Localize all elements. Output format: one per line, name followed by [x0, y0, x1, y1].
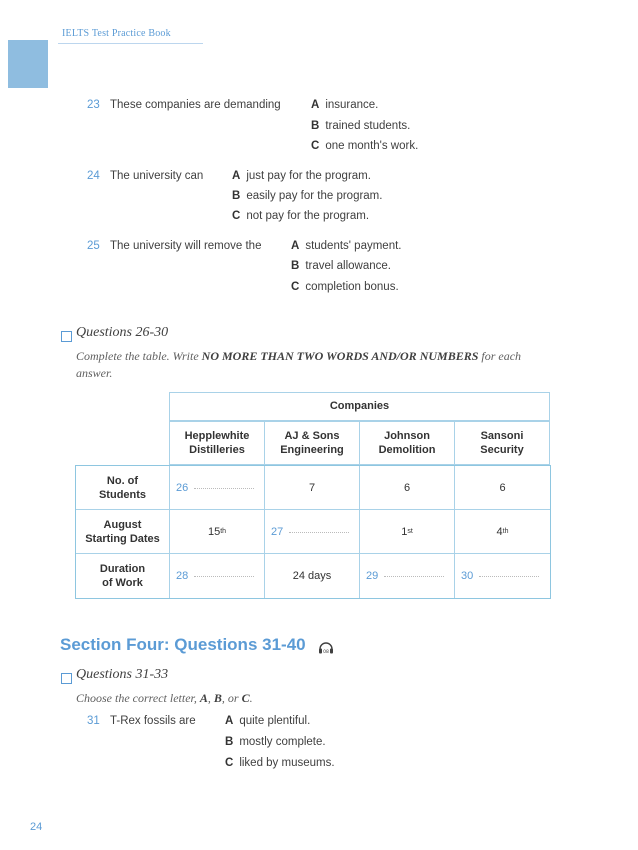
option-31-c[interactable]: C liked by museums.	[225, 757, 335, 769]
header-divider	[58, 43, 203, 44]
headphones-icon[interactable]	[318, 640, 334, 654]
checkbox-icon	[61, 331, 72, 342]
answer-blank-30[interactable]: 30	[454, 553, 551, 599]
companies-header: Companies	[169, 392, 550, 421]
question-number: 31	[87, 715, 100, 727]
question-23	[87, 99, 281, 111]
answer-blank-29[interactable]: 29	[359, 553, 455, 599]
question-stem: T-Rex fossils are	[110, 715, 196, 727]
option-25-b[interactable]: B travel allowance.	[291, 260, 391, 272]
option-23-a[interactable]: A insurance.	[311, 99, 379, 111]
table-cell: 4 th	[454, 509, 551, 554]
table-cell: 15 th	[169, 509, 265, 554]
question-stem: These companies are demanding	[110, 99, 281, 111]
instructions-31-33: Choose the correct letter, A, B, or C.	[76, 691, 253, 705]
option-31-b[interactable]: B mostly complete.	[225, 736, 326, 748]
option-25-a[interactable]: A students' payment.	[291, 240, 402, 252]
book-title: IELTS Test Practice Book	[62, 28, 171, 39]
row-header-students: No. of Students	[75, 465, 170, 510]
company-header-sansoni: Sansoni Security	[454, 421, 550, 465]
company-header-hepplewhite: Hepplewhite Distilleries	[169, 421, 265, 465]
corner-color-block	[8, 40, 48, 88]
questions-26-30-heading: Questions 26-30	[76, 325, 169, 340]
company-header-aj-sons: AJ & Sons Engineering	[264, 421, 360, 465]
page-number: 24	[30, 821, 43, 833]
table-cell: 24 days	[264, 553, 360, 599]
table-cell: 6	[359, 465, 455, 510]
row-header-starting-dates: August Starting Dates	[75, 509, 170, 554]
section-four-title: Section Four: Questions 31-40	[60, 635, 306, 654]
table-cell: 7	[264, 465, 360, 510]
answer-blank-26[interactable]: 26	[169, 465, 265, 510]
answer-blank-27[interactable]: 27	[264, 509, 360, 554]
question-number: 25	[87, 240, 100, 252]
option-25-c[interactable]: C completion bonus.	[291, 281, 399, 293]
option-31-a[interactable]: A quite plentiful.	[225, 715, 311, 727]
answer-blank-28[interactable]: 28	[169, 553, 265, 599]
question-31	[87, 715, 196, 727]
option-23-c[interactable]: C one month's work.	[311, 140, 419, 152]
question-25	[87, 240, 261, 252]
checkbox-icon	[61, 673, 72, 684]
row-header-duration: Duration of Work	[75, 553, 170, 599]
question-24	[87, 170, 203, 182]
question-number: 24	[87, 170, 100, 182]
question-number: 23	[87, 99, 100, 111]
question-stem: The university can	[110, 170, 204, 182]
option-24-c[interactable]: C not pay for the program.	[232, 210, 370, 222]
table-cell: 1 st	[359, 509, 455, 554]
question-stem: The university will remove the	[110, 240, 262, 252]
questions-31-33-heading: Questions 31-33	[76, 667, 169, 682]
option-23-b[interactable]: B trained students.	[311, 120, 411, 132]
instructions-26-30: Complete the table. Write NO MORE THAN TWO WORDS AND/OR NUMBERS for each answer.	[76, 349, 522, 380]
audio-track-number: 08	[323, 650, 329, 654]
option-24-a[interactable]: A just pay for the program.	[232, 170, 371, 182]
company-header-johnson: Johnson Demolition	[359, 421, 455, 465]
option-24-b[interactable]: B easily pay for the program.	[232, 190, 383, 202]
table-cell: 6	[454, 465, 551, 510]
